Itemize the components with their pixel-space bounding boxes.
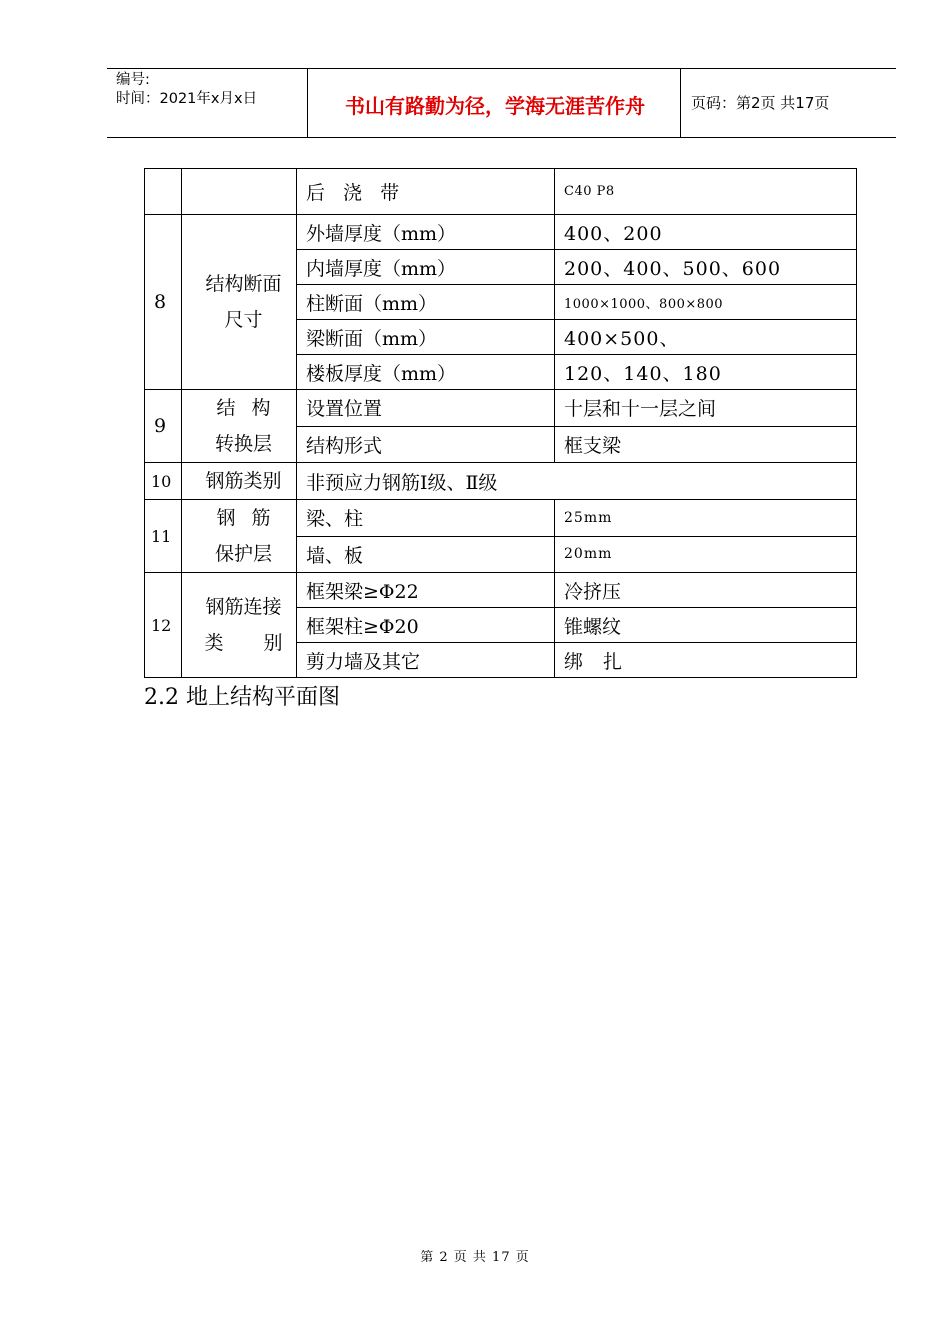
item-cell: 后 浇 带 bbox=[297, 169, 555, 215]
category-line: 类 别 bbox=[204, 632, 283, 654]
value-cell: 冷挤压 bbox=[555, 573, 857, 608]
value-cell: 框支梁 bbox=[555, 426, 857, 463]
group-number: 8 bbox=[145, 215, 182, 390]
category-line: 结构断面 bbox=[205, 273, 282, 295]
value-cell: 非预应力钢筋Ⅰ级、Ⅱ级 bbox=[297, 463, 857, 500]
item-cell: 结构形式 bbox=[297, 426, 555, 463]
group-category bbox=[182, 215, 297, 390]
header-meta bbox=[116, 71, 257, 109]
value-cell: 20mm bbox=[555, 536, 857, 573]
item-cell: 框架柱≥Φ20 bbox=[297, 608, 555, 643]
value-cell: 十层和十一层之间 bbox=[555, 390, 857, 427]
doc-number-label: 编号: bbox=[116, 72, 150, 88]
category-cell bbox=[182, 169, 297, 215]
value-cell: C40 P8 bbox=[555, 169, 857, 215]
group-number: 12 bbox=[145, 573, 182, 678]
item-cell: 楼板厚度（mm） bbox=[297, 355, 555, 390]
group-category bbox=[182, 573, 297, 678]
item-cell: 柱断面（mm） bbox=[297, 285, 555, 320]
category-line: 尺寸 bbox=[224, 309, 263, 331]
num-cell bbox=[145, 169, 182, 215]
value-cell: 25mm bbox=[555, 500, 857, 537]
table-row bbox=[145, 390, 857, 427]
page-footer: 第 2 页 共 17 页 bbox=[420, 1250, 530, 1265]
table-row bbox=[145, 500, 857, 537]
group-category: 钢筋类别 bbox=[182, 463, 297, 500]
group-category bbox=[182, 500, 297, 573]
table-row bbox=[145, 215, 857, 250]
section-heading: 2.2 地上结构平面图 bbox=[144, 685, 340, 710]
item-cell: 梁、柱 bbox=[297, 500, 555, 537]
date-label: 时间：2021年x月x日 bbox=[116, 91, 258, 107]
category-line: 结 构 bbox=[216, 397, 271, 419]
table-row bbox=[145, 463, 857, 500]
value-cell: 400×500、 bbox=[555, 320, 857, 355]
group-number: 10 bbox=[145, 463, 182, 500]
item-cell: 框架梁≥Φ22 bbox=[297, 573, 555, 608]
item-cell: 梁断面（mm） bbox=[297, 320, 555, 355]
item-cell: 设置位置 bbox=[297, 390, 555, 427]
structure-spec-table bbox=[144, 168, 857, 678]
category-line: 保护层 bbox=[214, 543, 272, 565]
header-divider bbox=[307, 69, 308, 137]
item-cell: 外墙厚度（mm） bbox=[297, 215, 555, 250]
value-cell: 绑 扎 bbox=[555, 643, 857, 678]
category-line: 钢 筋 bbox=[216, 507, 271, 529]
header-page-number: 页码：第2页 共17页 bbox=[691, 94, 830, 112]
group-category bbox=[182, 390, 297, 463]
header-motto: 书山有路勤为径，学海无涯苦作舟 bbox=[345, 94, 645, 118]
item-cell: 剪力墙及其它 bbox=[297, 643, 555, 678]
value-cell: 1000×1000、800×800 bbox=[555, 285, 857, 320]
page-header bbox=[107, 68, 896, 138]
item-cell: 内墙厚度（mm） bbox=[297, 250, 555, 285]
table-row bbox=[145, 169, 857, 215]
value-cell: 120、140、180 bbox=[555, 355, 857, 390]
value-cell: 锥螺纹 bbox=[555, 608, 857, 643]
value-cell: 200、400、500、600 bbox=[555, 250, 857, 285]
group-number: 11 bbox=[145, 500, 182, 573]
value-cell: 400、200 bbox=[555, 215, 857, 250]
category-line: 转换层 bbox=[214, 433, 272, 455]
table-row bbox=[145, 573, 857, 608]
item-cell: 墙、板 bbox=[297, 536, 555, 573]
group-number: 9 bbox=[145, 390, 182, 463]
category-line: 钢筋连接 bbox=[205, 596, 282, 618]
